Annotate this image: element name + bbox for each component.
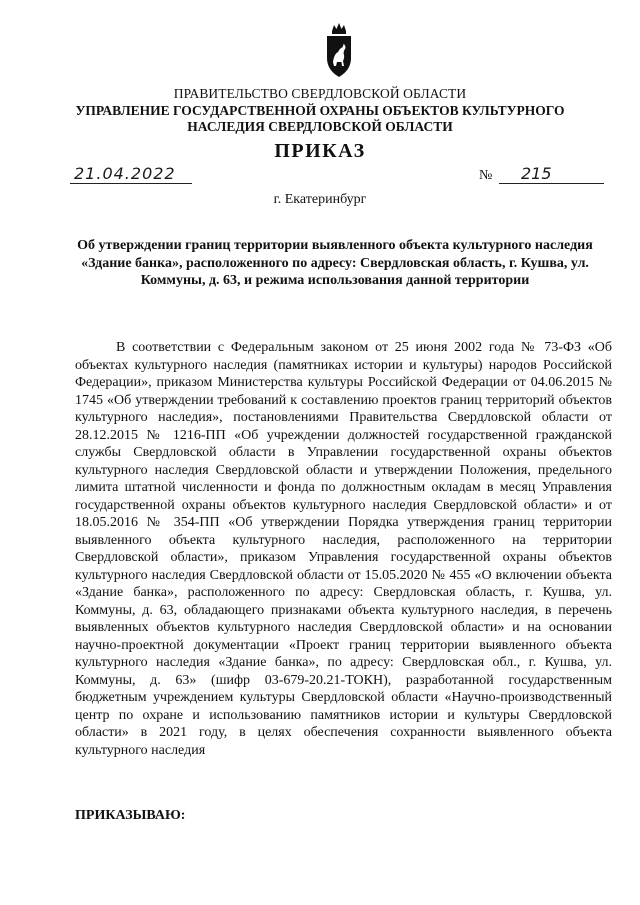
date-underline: [70, 183, 192, 184]
order-number: 215: [521, 164, 552, 183]
order-directive: ПРИКАЗЫВАЮ:: [75, 808, 186, 823]
government-name: ПРАВИТЕЛЬСТВО СВЕРДЛОВСКОЙ ОБЛАСТИ: [173, 86, 467, 101]
preamble-paragraph: В соответствии с Федеральным законом от 25 июня 2002 года № 73-ФЗ «Об объектах культурного наследия (памятниках истории и культуры) народов Российской Федерации», приказом Министерства культуры Российской Федерации от 04.06.2015 № 1745 «Об утверждении требований к составлению проектов границ территорий объектов культурного наследия», постановлениями Правительства Свердловской области от 28.12.2015 № 1216-ПП «Об учреждении должностей государственной гражданской службы Свердловской области в Управлении государственной охраны объектов культурного наследия Свердловской области и утверждении Положения, предельного лимита штатной численности и фонда по должностным окладам в месяц Управления государственной охраны объектов культурного наследия Свердловской области» и от 18.05.2016 № 354-ПП «Об утверждении Порядка утверждения границ территории выявленного объекта культурного наследия, расположенного на территории Свердловской области», приказом Управления государственной охраны объектов культурного наследия Свердловской области от 15.05.2020 № 455 «О включении объекта «Здание банка», расположенного по адресу: Свердловская область, г. Кушва, ул. Коммуны, д. 63, обладающего признаками объекта культурного наследия, в перечень выявленных объектов культурного наследия Свердловской области» и на основании научно-проектной документации «Проект границ территории выявленного объекта культурного наследия «Здание банка», по адресу: Свердловская обл., г. Кушва, ул. Коммуны, д. 63» (шифр 03-679-20.21-ТОКН), разработанной государственным бюджетным учреждением культуры Свердловской области «Научно-производственный центр по охране и использованию памятников истории и культуры Свердловской области» в 2021 году, в целях обеспечения сохранности выявленного объекта культурного наследия: [75, 340, 612, 758]
order-date: 21.04.2022: [74, 164, 176, 183]
sverdlovsk-region-emblem-icon: [323, 22, 355, 80]
number-sign: №: [479, 168, 493, 183]
order-subject: Об утверждении границ территории выявленного объекта культурного наследия «Здание банка», расположенного по адресу: Свердловская область, г. Кушва, ул. Коммуны, д. 63, и режима использования данной территории: [77, 238, 593, 288]
document-type-title: ПРИКАЗ: [274, 140, 366, 162]
order-date-field: [70, 164, 192, 186]
number-underline: [499, 183, 604, 184]
department-name: УПРАВЛЕНИЕ ГОСУДАРСТВЕННОЙ ОХРАНЫ ОБЪЕКТОВ КУЛЬТУРНОГО НАСЛЕДИЯ СВЕРДЛОВСКОЙ ОБЛАСТИ: [75, 103, 565, 134]
order-number-field: [479, 164, 604, 186]
city: г. Екатеринбург: [273, 192, 367, 207]
